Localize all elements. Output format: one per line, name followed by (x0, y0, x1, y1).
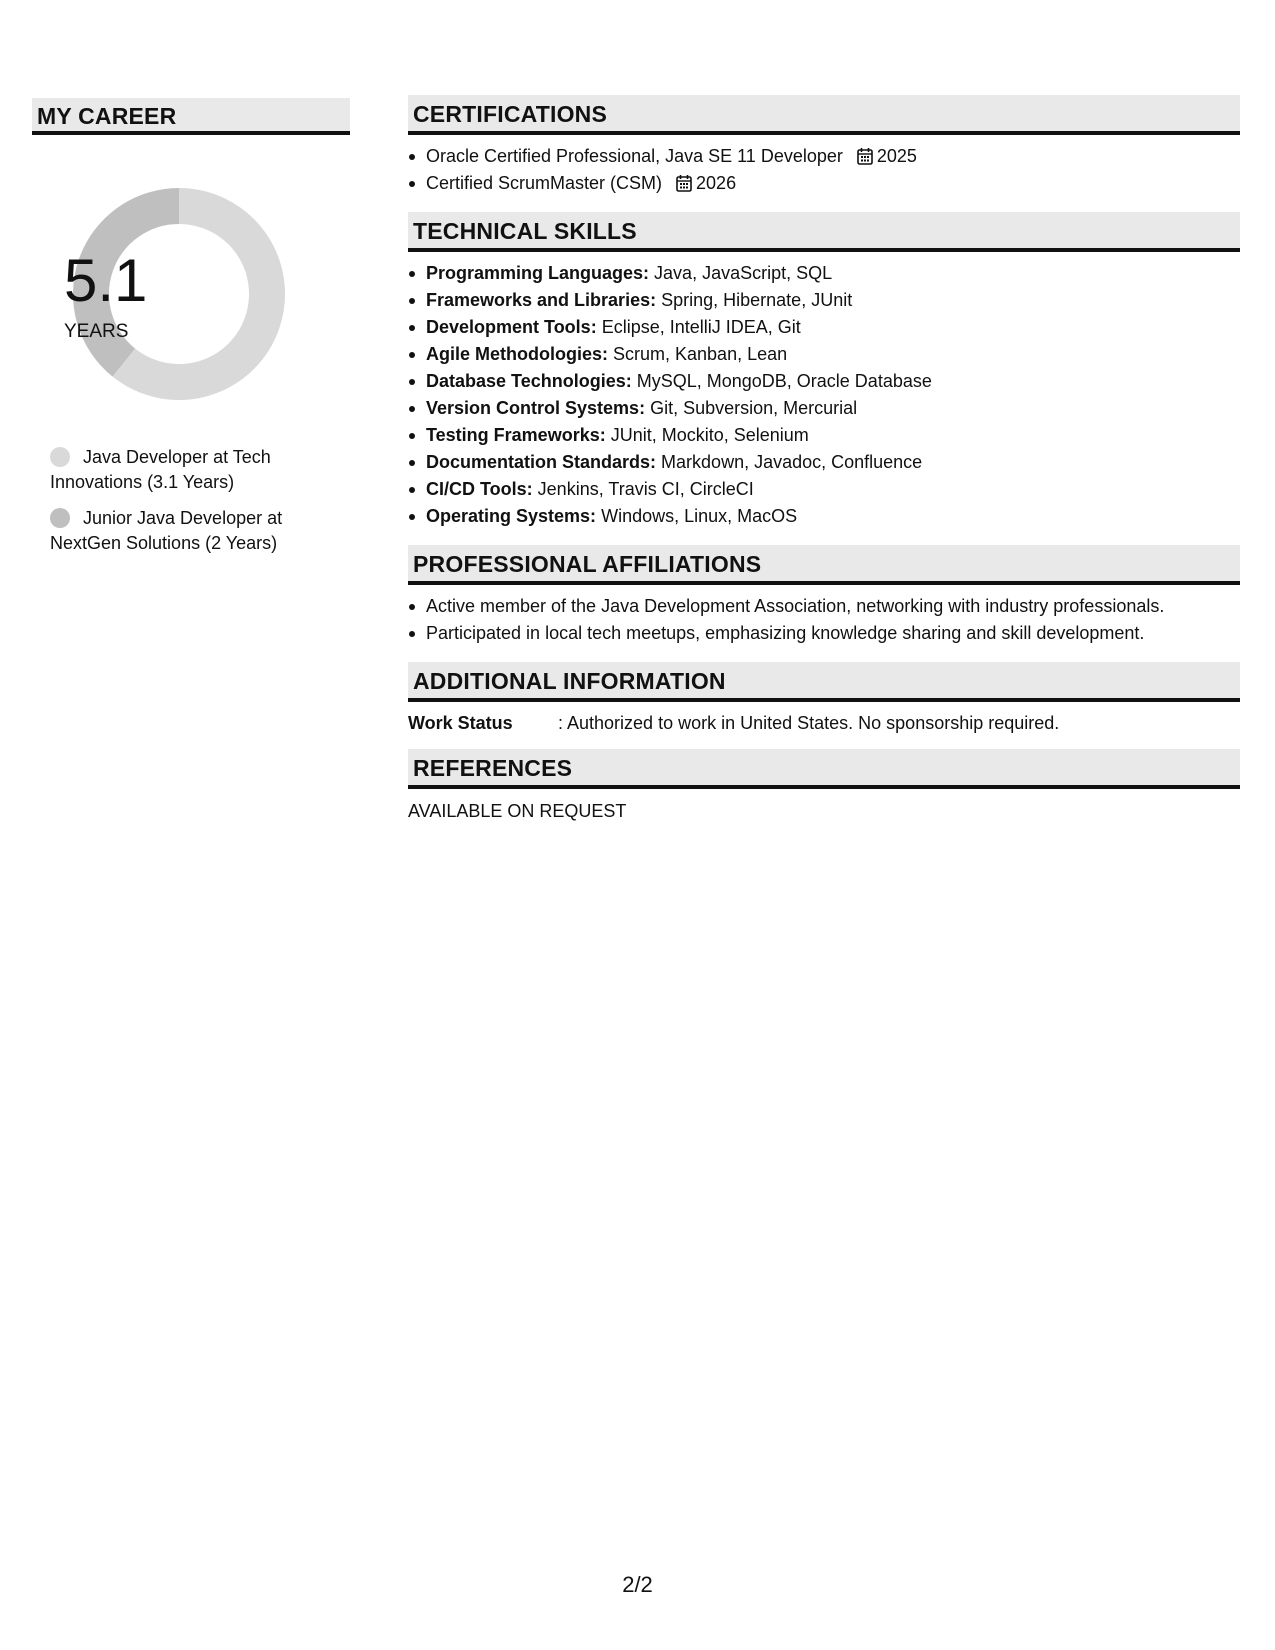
career-column (32, 98, 350, 567)
list-item (426, 449, 1240, 476)
work-status-value: : Authorized to work in United States. No sponsorship required. (558, 713, 1060, 733)
skill-label: CI/CD Tools: (426, 479, 533, 499)
skill-value: Scrum, Kanban, Lean (613, 344, 788, 364)
legend-item (50, 506, 350, 556)
list-item (426, 260, 1240, 287)
career-donut-chart (64, 179, 294, 409)
certification-name: Certified ScrumMaster (CSM) (426, 173, 663, 193)
certifications-heading: CERTIFICATIONS (408, 95, 1240, 135)
skill-value: Jenkins, Travis CI, CircleCI (537, 479, 754, 499)
calendar-icon (676, 174, 692, 192)
career-legend (50, 445, 350, 556)
additional-info-heading: ADDITIONAL INFORMATION (408, 662, 1240, 702)
list-item (426, 476, 1240, 503)
career-total-unit: YEARS (64, 321, 129, 342)
skill-label: Documentation Standards: (426, 452, 657, 472)
list-item (426, 143, 1240, 170)
work-status-label: Work Status (408, 713, 513, 733)
skill-value: Eclipse, IntelliJ IDEA, Git (601, 317, 801, 337)
career-heading: MY CAREER (32, 98, 350, 135)
list-item: Active member of the Java Development Association, networking with industry professionals. (426, 593, 1240, 620)
skill-label: Operating Systems: (426, 506, 597, 526)
certification-year: 2026 (696, 173, 737, 193)
list-item (426, 314, 1240, 341)
affiliations-list (408, 593, 1240, 647)
skill-value: Markdown, Javadoc, Confluence (661, 452, 923, 472)
legend-swatch (50, 447, 70, 467)
legend-label: Java Developer at Tech Innovations (3.1 Years) (50, 447, 271, 492)
list-item (426, 395, 1240, 422)
legend-swatch (50, 508, 70, 528)
skill-value: Spring, Hibernate, JUnit (661, 290, 853, 310)
legend-item (50, 445, 350, 495)
work-status-row (408, 712, 1240, 734)
list-item (426, 503, 1240, 530)
legend-label: Junior Java Developer at NextGen Solutions (2 Years) (50, 508, 283, 553)
references-heading: REFERENCES (408, 749, 1240, 789)
list-item: Participated in local tech meetups, emphasizing knowledge sharing and skill development. (426, 620, 1240, 647)
skill-label: Testing Frameworks: (426, 425, 606, 445)
skill-label: Programming Languages: (426, 263, 650, 283)
skill-value: JUnit, Mockito, Selenium (610, 425, 809, 445)
main-column (408, 95, 1240, 822)
certification-year: 2025 (876, 146, 917, 166)
skill-value: Git, Subversion, Mercurial (650, 398, 858, 418)
list-item (426, 341, 1240, 368)
skill-label: Agile Methodologies: (426, 344, 608, 364)
skill-value: Windows, Linux, MacOS (601, 506, 798, 526)
certifications-list (408, 143, 1240, 197)
skills-heading: TECHNICAL SKILLS (408, 212, 1240, 252)
list-item (426, 368, 1240, 395)
certification-name: Oracle Certified Professional, Java SE 11 Developer (426, 146, 843, 166)
affiliations-heading: PROFESSIONAL AFFILIATIONS (408, 545, 1240, 585)
list-item (426, 422, 1240, 449)
skill-label: Frameworks and Libraries: (426, 290, 657, 310)
career-total-years: 5.1 (64, 247, 148, 314)
references-text: AVAILABLE ON REQUEST (408, 801, 627, 821)
skill-value: MySQL, MongoDB, Oracle Database (636, 371, 932, 391)
skill-label: Version Control Systems: (426, 398, 646, 418)
skill-label: Database Technologies: (426, 371, 632, 391)
list-item (426, 287, 1240, 314)
page-number: 2/2 (622, 1572, 653, 1597)
calendar-icon (857, 147, 873, 165)
skill-value: Java, JavaScript, SQL (654, 263, 833, 283)
skills-list (408, 260, 1240, 530)
skill-label: Development Tools: (426, 317, 597, 337)
list-item (426, 170, 1240, 197)
